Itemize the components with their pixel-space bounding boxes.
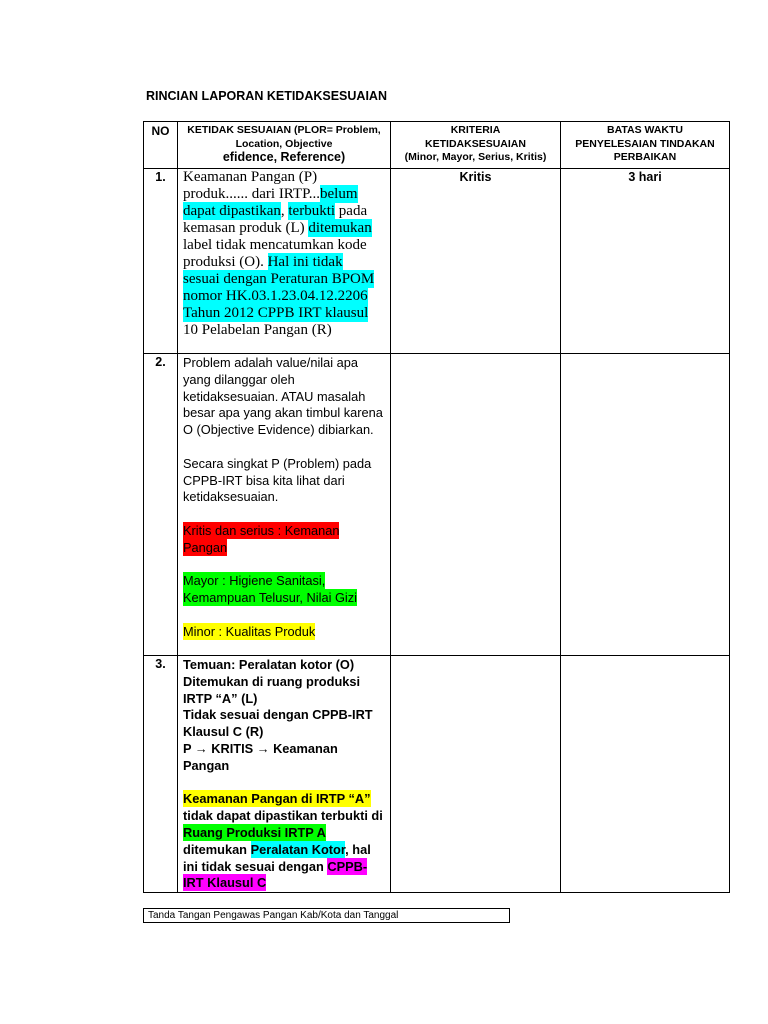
table-row bbox=[144, 656, 730, 893]
highlighted-text: CPPB- bbox=[327, 858, 368, 874]
text-line bbox=[183, 624, 390, 641]
text-segment: besar apa yang akan timbul karena bbox=[183, 405, 383, 421]
cell-batas-waktu bbox=[561, 354, 730, 656]
text-line bbox=[183, 674, 390, 691]
text-segment: Pangan bbox=[183, 757, 230, 773]
text-line bbox=[183, 489, 390, 506]
text-segment: , hal bbox=[345, 841, 371, 857]
table-row bbox=[144, 354, 730, 656]
text-line bbox=[183, 186, 390, 203]
text-line bbox=[183, 590, 390, 607]
text-line bbox=[183, 372, 390, 389]
text-line bbox=[183, 405, 390, 422]
highlighted-text: Kemampuan Telusur, Nilai Gizi bbox=[183, 590, 358, 606]
cell-kriteria bbox=[391, 354, 561, 656]
text-segment: Temuan: Peralatan kotor (O) bbox=[183, 657, 355, 672]
text-line bbox=[183, 825, 390, 842]
highlighted-text: IRT Klausul C bbox=[183, 875, 267, 891]
text-segment: Ditemukan di ruang produksi bbox=[183, 673, 361, 689]
text-segment: P → KRITIS → Keamanan bbox=[183, 740, 338, 756]
text-segment: pada bbox=[335, 203, 368, 219]
blank-line bbox=[183, 775, 390, 792]
text-line bbox=[183, 271, 390, 288]
cell-ketidaksesuaian bbox=[178, 656, 391, 893]
highlighted-text: Minor : Kualitas Produk bbox=[183, 623, 316, 639]
header-line: KRITERIA bbox=[450, 124, 501, 136]
text-line bbox=[183, 875, 390, 892]
text-line bbox=[183, 758, 390, 775]
header-line: NO bbox=[151, 124, 170, 138]
highlighted-text: dapat dipastikan bbox=[183, 203, 281, 219]
text-segment: Tidak sesuai dengan CPPB-IRT bbox=[183, 707, 373, 723]
text-line bbox=[183, 456, 390, 473]
text-segment: label tidak mencatumkan kode bbox=[183, 237, 367, 253]
blank-line bbox=[183, 439, 390, 456]
text-line bbox=[183, 254, 390, 271]
text-line bbox=[183, 724, 390, 741]
signature-box: Tanda Tangan Pengawas Pangan Kab/Kota dan Tanggal bbox=[143, 908, 510, 923]
text-segment: ditemukan bbox=[183, 841, 251, 857]
table-header-row bbox=[144, 122, 730, 169]
text-line bbox=[183, 573, 390, 590]
cell-batas-waktu: 3 hari bbox=[561, 169, 730, 354]
highlighted-text: Mayor : Higiene Sanitasi, bbox=[183, 573, 326, 589]
header-line: Location, Objective bbox=[235, 137, 333, 150]
highlighted-text: terbukti bbox=[288, 203, 336, 219]
text-line bbox=[183, 288, 390, 305]
text-line bbox=[183, 203, 390, 220]
text-line bbox=[183, 322, 390, 339]
header-line: PENYELESAIAN TINDAKAN bbox=[575, 137, 715, 150]
header-ketidaksesuaian bbox=[178, 122, 391, 169]
text-segment: Secara singkat P (Problem) pada bbox=[183, 455, 372, 471]
cell-kriteria: Kritis bbox=[391, 169, 561, 354]
text-segment: ketidaksesuaian. bbox=[183, 489, 279, 505]
text-line bbox=[183, 540, 390, 557]
blank-line bbox=[183, 506, 390, 523]
header-line: BATAS WAKTU bbox=[606, 124, 684, 136]
highlighted-text: Pangan bbox=[183, 539, 228, 555]
cell-no: 3. bbox=[144, 656, 178, 893]
highlighted-text: Ruang Produksi IRTP A bbox=[183, 824, 326, 840]
highlighted-text: nomor HK.03.1.23.04.12.2206 bbox=[183, 288, 368, 304]
text-line bbox=[183, 741, 390, 758]
text-line bbox=[183, 220, 390, 237]
text-segment: Keamanan Pangan (P) bbox=[183, 169, 318, 185]
text-segment: ketidaksesuaian. ATAU masalah bbox=[183, 388, 366, 404]
text-line bbox=[183, 169, 390, 186]
text-line bbox=[183, 691, 390, 708]
text-segment: , bbox=[280, 203, 289, 219]
highlighted-text: belum bbox=[320, 186, 358, 202]
text-line bbox=[183, 657, 390, 674]
highlighted-text: Kritis dan serius : Kemanan bbox=[183, 522, 340, 538]
blank-line bbox=[183, 557, 390, 574]
text-segment: yang dilanggar oleh bbox=[183, 371, 295, 387]
report-title: RINCIAN LAPORAN KETIDAKSESUAIAN bbox=[146, 89, 387, 103]
text-segment: IRTP “A” (L) bbox=[183, 690, 258, 706]
highlighted-text: ditemukan bbox=[308, 220, 372, 236]
text-segment: produksi (O). bbox=[183, 254, 268, 270]
text-line bbox=[183, 808, 390, 825]
text-segment: O (Objective Evidence) dibiarkan. bbox=[183, 422, 374, 438]
text-segment: Klausul C (R) bbox=[183, 724, 264, 740]
text-segment: 10 Pelabelan Pangan (R) bbox=[183, 322, 332, 338]
header-line: efidence, Reference) bbox=[222, 150, 346, 164]
highlighted-text: sesuai dengan Peraturan BPOM bbox=[183, 271, 375, 287]
header-no bbox=[144, 122, 178, 169]
text-line bbox=[183, 389, 390, 406]
cell-batas-waktu bbox=[561, 656, 730, 893]
text-segment: CPPB-IRT bisa kita lihat dari bbox=[183, 472, 345, 488]
highlighted-text: Keamanan Pangan di IRTP “A” bbox=[183, 791, 371, 807]
nonconformity-table bbox=[143, 121, 730, 893]
header-line: KETIDAKSESUAIAN bbox=[425, 137, 526, 150]
cell-no: 1. bbox=[144, 169, 178, 354]
cell-ketidaksesuaian bbox=[178, 354, 391, 656]
text-segment: Problem adalah value/nilai apa bbox=[183, 355, 359, 370]
highlighted-text: Hal ini tidak bbox=[267, 254, 343, 270]
text-line bbox=[183, 237, 390, 254]
text-line bbox=[183, 355, 390, 372]
table-row bbox=[144, 169, 730, 354]
cell-kriteria bbox=[391, 656, 561, 893]
text-segment: tidak dapat dipastikan terbukti di bbox=[183, 808, 383, 824]
text-line bbox=[183, 859, 390, 876]
highlighted-text: Tahun 2012 CPPB IRT klausul bbox=[183, 305, 369, 321]
text-line bbox=[183, 791, 390, 808]
cell-ketidaksesuaian bbox=[178, 169, 391, 354]
text-line bbox=[183, 842, 390, 859]
text-line bbox=[183, 305, 390, 322]
text-line bbox=[183, 422, 390, 439]
text-line bbox=[183, 473, 390, 490]
text-segment: kemasan produk (L) bbox=[183, 220, 309, 236]
header-line: KETIDAK SESUAIAN (PLOR= Problem, bbox=[187, 124, 381, 136]
text-line bbox=[183, 707, 390, 724]
header-batas-waktu bbox=[561, 122, 730, 169]
header-line: (Minor, Mayor, Serius, Kritis) bbox=[404, 151, 547, 163]
text-line bbox=[183, 523, 390, 540]
header-line: PERBAIKAN bbox=[613, 151, 677, 163]
highlighted-text: Peralatan Kotor bbox=[250, 841, 346, 857]
cell-no: 2. bbox=[144, 354, 178, 656]
header-kriteria bbox=[391, 122, 561, 169]
text-segment: produk...... dari IRTP... bbox=[183, 186, 321, 202]
blank-line bbox=[183, 607, 390, 624]
text-segment: ini tidak sesuai dengan bbox=[183, 858, 328, 874]
